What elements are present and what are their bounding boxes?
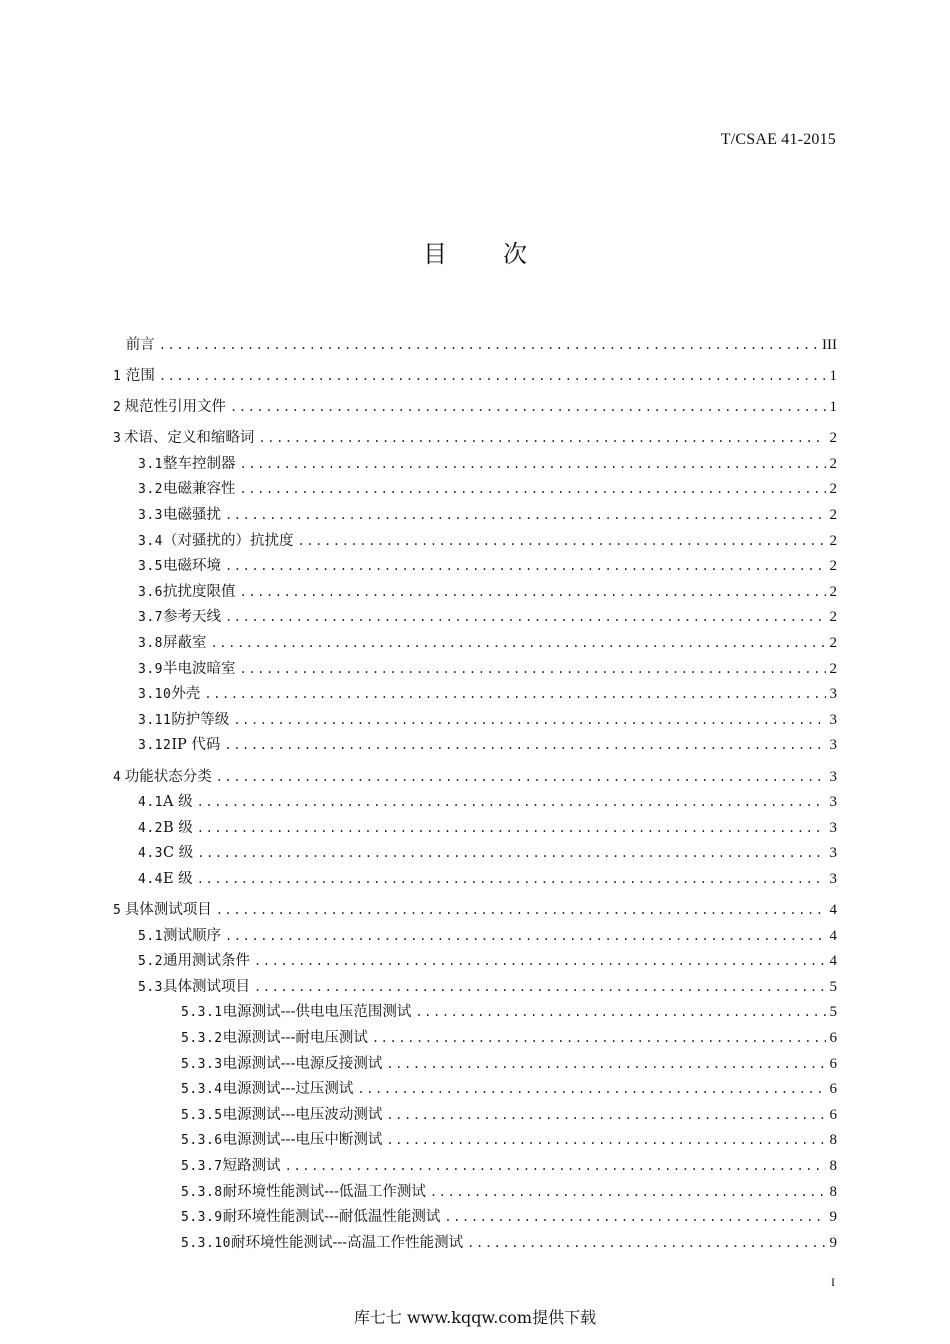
toc-entry-page: 3	[829, 819, 837, 836]
toc-entry-title: 耐环境性能测试---高温工作性能测试	[230, 1234, 464, 1251]
toc-entry-page: 4	[829, 953, 837, 970]
toc-entry-number: 3.10	[138, 687, 172, 703]
title-char-1: 目	[423, 240, 447, 268]
toc-entry-title: 通用测试条件	[162, 953, 250, 970]
toc-entry-page: 2	[829, 430, 837, 447]
toc-entry-number: 5.3.3	[181, 1056, 223, 1072]
toc-entry-number: 4.3	[138, 846, 163, 862]
toc-entry[interactable]	[113, 1128, 837, 1154]
toc-leader-dots	[430, 1180, 826, 1206]
toc-entry-title: 参考天线	[162, 609, 221, 626]
footer-download-note: 库七七 www.kqqw.com提供下载	[353, 1308, 597, 1327]
toc-leader-dots	[204, 682, 825, 708]
toc-entry-number: 5.3.10	[181, 1235, 231, 1251]
toc-entry-title: 整车控制器	[162, 455, 236, 472]
toc-entry-title: 抗扰度限值	[162, 583, 236, 600]
toc-entry-number: 5.2	[138, 954, 163, 970]
toc-entry-title: 电磁骚扰	[162, 507, 221, 524]
toc-entry[interactable]	[113, 477, 837, 503]
toc-leader-dots	[197, 816, 826, 842]
toc-entry-number: 3.4	[138, 533, 163, 549]
toc-entry-title: 耐环境性能测试---低温工作测试	[222, 1183, 426, 1200]
toc-entry-page: 3	[829, 686, 837, 703]
toc-entry-number: 5.3.2	[181, 1030, 223, 1046]
toc-entry-title: 半电波暗室	[162, 660, 236, 677]
toc-leader-dots	[386, 1128, 825, 1154]
toc-entry-page: 8	[829, 1157, 837, 1174]
toc-entry-title: 功能状态分类	[124, 768, 212, 785]
toc-entry[interactable]	[113, 924, 837, 950]
toc-entry-title: 屏蔽室	[162, 635, 207, 652]
toc-entry-number: 5.3.7	[181, 1158, 223, 1174]
toc-entry-page: 3	[829, 711, 837, 728]
toc-entry[interactable]	[113, 1205, 837, 1231]
toc-leader-dots	[197, 841, 825, 867]
toc-entry-page: 3	[829, 870, 837, 887]
toc-entry-number: 3.2	[138, 482, 163, 498]
toc-entry[interactable]	[113, 1077, 837, 1103]
toc-leader-dots	[197, 790, 826, 816]
toc-entry[interactable]	[113, 395, 837, 421]
toc-entry-title: 耐环境性能测试---耐低温性能测试	[222, 1209, 441, 1226]
toc-leader-dots	[254, 949, 826, 975]
toc-entry[interactable]	[113, 1052, 837, 1078]
toc-entry-title: 规范性引用文件	[124, 399, 226, 416]
toc-entry[interactable]	[113, 657, 837, 683]
toc-entry[interactable]	[113, 1103, 837, 1129]
toc-entry-title: 电源测试---耐电压测试	[222, 1029, 368, 1046]
toc-entry-number: 3.6	[138, 584, 163, 600]
toc-entry-title: （对骚扰的）抗扰度	[162, 532, 294, 549]
toc-leader-dots	[239, 580, 825, 606]
toc-entry-title: 电源测试---电压中断测试	[222, 1132, 383, 1149]
toc-entry-page: 6	[829, 1055, 837, 1072]
toc-entry-title: 范围	[125, 368, 155, 385]
toc-entry-number: 4.2	[138, 820, 163, 836]
toc-entry-number: 3.1	[138, 456, 163, 472]
toc-leader-dots	[233, 708, 825, 734]
toc-entry[interactable]	[113, 1000, 837, 1026]
toc-entry-page: 2	[829, 583, 837, 600]
toc-entry-number: 3.9	[138, 661, 163, 677]
toc-entry-page: 3	[829, 845, 837, 862]
page-title	[0, 234, 950, 269]
toc-entry-number: 2	[113, 400, 122, 416]
toc-entry-page: 2	[829, 507, 837, 524]
toc-leader-dots	[258, 426, 825, 452]
toc-entry[interactable]	[113, 333, 837, 359]
toc-entry-number: 4.1	[138, 795, 163, 811]
toc-leader-dots	[467, 1231, 825, 1257]
toc-entry-page: 6	[829, 1029, 837, 1046]
toc-entry-number: 5.3.4	[181, 1082, 223, 1098]
toc-leader-dots	[386, 1103, 825, 1129]
toc-entry-page: 8	[829, 1132, 837, 1149]
toc-entry-title: 防护等级	[171, 711, 230, 728]
toc-entry-title: 电源测试---电源反接测试	[222, 1055, 383, 1072]
toc-leader-dots	[254, 975, 826, 1001]
toc-entry-page: 2	[829, 455, 837, 472]
toc-entry-number: 4.4	[138, 871, 163, 887]
toc-entry-page: 2	[829, 532, 837, 549]
toc-entry-number: 5.3	[138, 979, 163, 995]
toc-entry-title: E 级	[162, 870, 193, 887]
title-char-2: 次	[503, 240, 527, 268]
toc-entry-title: 具体测试项目	[162, 978, 250, 995]
document-id: T/CSAE 41-2015	[720, 131, 836, 148]
toc-entry-number: 3.11	[138, 712, 172, 728]
table-of-contents	[113, 333, 837, 1256]
toc-entry[interactable]	[113, 841, 837, 867]
toc-entry-number: 5.3.5	[181, 1107, 223, 1123]
toc-entry[interactable]	[113, 605, 837, 631]
toc-entry-page: 4	[829, 901, 837, 918]
toc-entry[interactable]	[113, 816, 837, 842]
toc-leader-dots	[224, 733, 825, 759]
toc-entry-number: 5.3.1	[181, 1005, 223, 1021]
toc-entry-page: 1	[829, 399, 837, 416]
toc-entry[interactable]	[113, 733, 837, 759]
toc-entry-number: 5.3.8	[181, 1184, 223, 1200]
toc-entry[interactable]	[113, 1026, 837, 1052]
toc-entry-title: 前言	[125, 337, 155, 353]
toc-entry[interactable]	[113, 1154, 837, 1180]
toc-entry-number: 1	[113, 369, 122, 385]
toc-entry-title: 电源测试---电压波动测试	[222, 1106, 383, 1123]
toc-entry-title: 具体测试项目	[124, 901, 212, 918]
toc-entry-title: B 级	[162, 819, 193, 836]
toc-entry[interactable]	[113, 452, 837, 478]
toc-entry-page: 9	[829, 1234, 837, 1251]
toc-entry-number: 3.8	[138, 636, 163, 652]
toc-entry-number: 5.3.6	[181, 1133, 223, 1149]
toc-leader-dots	[197, 867, 826, 893]
toc-entry-title: C 级	[162, 845, 194, 862]
toc-entry[interactable]	[113, 765, 837, 791]
toc-entry-page: 5	[829, 1004, 837, 1021]
toc-leader-dots	[216, 898, 826, 924]
toc-entry-page: 2	[829, 481, 837, 498]
toc-entry[interactable]	[113, 529, 837, 555]
toc-entry-page: 5	[829, 978, 837, 995]
toc-entry[interactable]	[113, 790, 837, 816]
toc-entry[interactable]	[113, 426, 837, 452]
toc-entry-number: 3.5	[138, 559, 163, 575]
toc-leader-dots	[225, 605, 826, 631]
toc-entry-number: 4	[113, 769, 122, 785]
toc-entry-page: 2	[829, 609, 837, 626]
toc-entry-page: 8	[829, 1183, 837, 1200]
toc-entry[interactable]	[113, 682, 837, 708]
toc-entry-number: 5.3.9	[181, 1210, 223, 1226]
toc-leader-dots	[225, 554, 826, 580]
toc-entry-title: 外壳	[171, 686, 201, 703]
toc-leader-dots	[225, 924, 826, 950]
toc-leader-dots	[297, 529, 825, 555]
toc-leader-dots	[216, 765, 826, 791]
toc-entry-title: 术语、定义和缩略词	[123, 430, 255, 447]
toc-entry[interactable]	[113, 631, 837, 657]
toc-entry[interactable]	[113, 898, 837, 924]
toc-entry[interactable]	[113, 503, 837, 529]
toc-leader-dots	[225, 503, 826, 529]
toc-entry[interactable]	[113, 364, 837, 390]
toc-entry-title: A 级	[162, 794, 193, 811]
page-number: I	[831, 1275, 835, 1289]
toc-leader-dots	[159, 364, 826, 390]
toc-entry-page: III	[822, 337, 837, 353]
toc-entry[interactable]	[113, 554, 837, 580]
toc-entry[interactable]	[113, 949, 837, 975]
toc-entry-number: 3.3	[138, 508, 163, 524]
toc-leader-dots	[415, 1000, 825, 1026]
toc-entry-title: 电源测试---过压测试	[222, 1081, 354, 1098]
toc-leader-dots	[230, 395, 826, 421]
toc-entry-title: 电磁环境	[162, 558, 221, 575]
toc-entry-page: 3	[829, 794, 837, 811]
toc-entry-page: 3	[829, 768, 837, 785]
toc-entry-number: 3	[113, 431, 122, 447]
toc-entry-page: 6	[829, 1081, 837, 1098]
toc-entry-page: 2	[829, 558, 837, 575]
toc-entry-page: 2	[829, 660, 837, 677]
toc-entry-title: 测试顺序	[162, 927, 221, 944]
toc-leader-dots	[239, 452, 825, 478]
toc-entry[interactable]	[113, 708, 837, 734]
toc-entry[interactable]	[113, 580, 837, 606]
toc-entry[interactable]	[113, 1231, 837, 1257]
toc-leader-dots	[210, 631, 825, 657]
toc-entry-title: IP 代码	[171, 737, 221, 754]
toc-entry-number: 3.12	[138, 738, 172, 754]
toc-entry-title: 电源测试---供电电压范围测试	[222, 1004, 412, 1021]
toc-leader-dots	[239, 477, 825, 503]
toc-leader-dots	[386, 1052, 825, 1078]
toc-entry-number: 5	[113, 902, 122, 918]
toc-entry-page: 4	[829, 927, 837, 944]
toc-entry-page: 9	[829, 1209, 837, 1226]
toc-leader-dots	[444, 1205, 825, 1231]
toc-entry-title: 短路测试	[222, 1157, 281, 1174]
toc-entry-page: 3	[829, 737, 837, 754]
toc-entry-page: 6	[829, 1106, 837, 1123]
toc-entry-number: 5.1	[138, 928, 163, 944]
toc-leader-dots	[159, 333, 818, 359]
toc-entry-page: 2	[829, 635, 837, 652]
toc-entry[interactable]	[113, 975, 837, 1001]
toc-entry-number: 3.7	[138, 610, 163, 626]
toc-leader-dots	[239, 657, 825, 683]
toc-entry[interactable]	[113, 1180, 837, 1206]
toc-entry-page: 1	[829, 368, 837, 385]
toc-entry-title: 电磁兼容性	[162, 481, 236, 498]
toc-leader-dots	[372, 1026, 826, 1052]
toc-entry[interactable]	[113, 867, 837, 893]
toc-leader-dots	[357, 1077, 825, 1103]
toc-leader-dots	[285, 1154, 826, 1180]
